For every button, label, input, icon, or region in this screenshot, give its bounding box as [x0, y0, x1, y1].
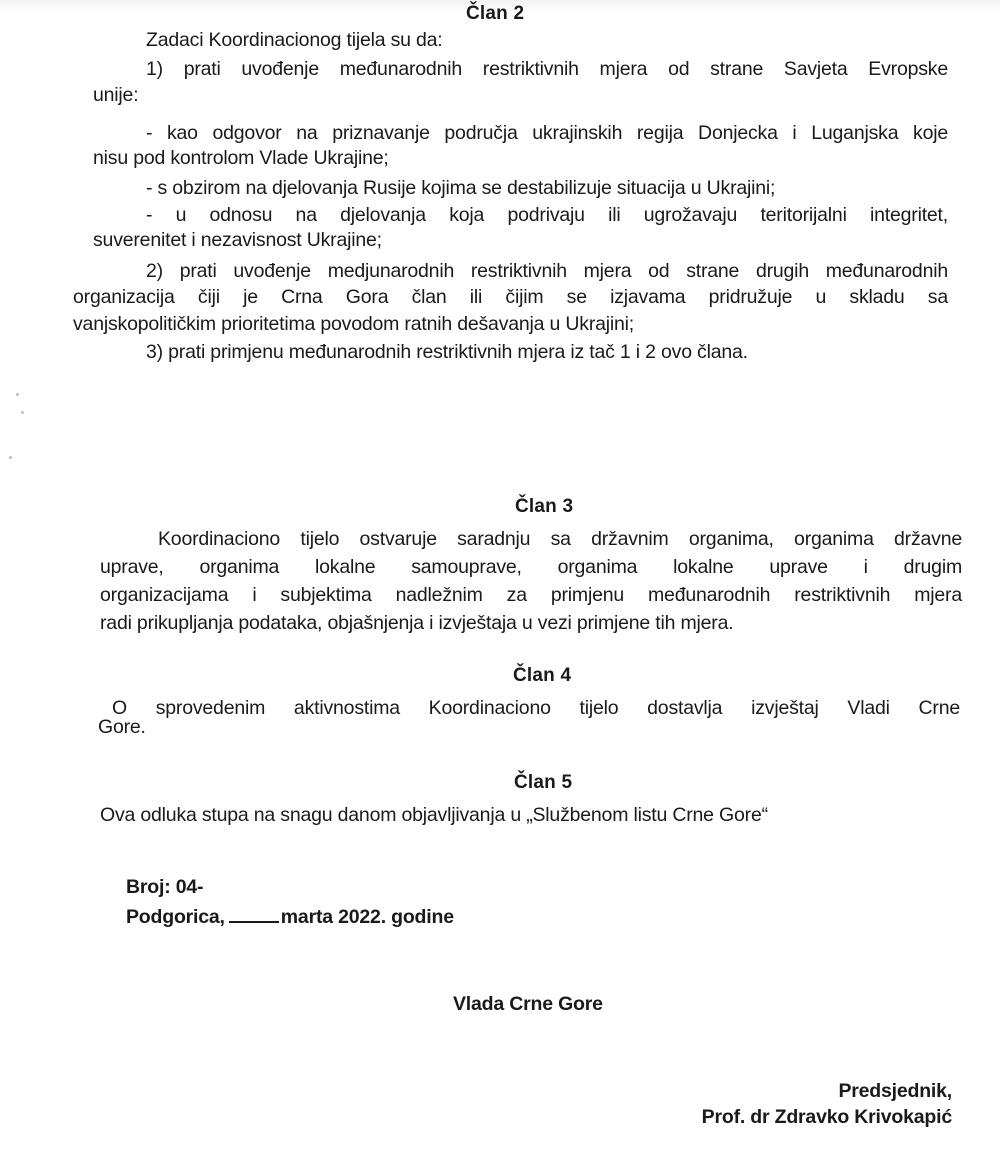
- date-blank-field: [229, 907, 279, 923]
- issuing-government: Vlada Crne Gore: [453, 993, 603, 1015]
- document-date: [126, 906, 454, 929]
- article-5-line-1: Ova odluka stupa na snagu danom objavljivanja u „Službenom listu Crne Gore“: [100, 804, 768, 826]
- article-2-heading: Član 2: [466, 3, 525, 24]
- article-5-heading: Član 5: [514, 772, 573, 793]
- article-2-item-3: 3) prati primjenu međunarodnih restriktivnih mjera iz tač 1 i 2 ovo člana.: [146, 341, 748, 363]
- article-2-item-2-cont: organizacija čiji je Crna Gora član ili čijim se izjavama pridružuje u skladu sa: [73, 286, 948, 308]
- article-4-line-2: Gore.: [98, 716, 146, 738]
- article-3-line-1: Koordinaciono tijelo ostvaruje saradnju sa državnim organima, organima državne: [158, 528, 962, 550]
- date-suffix: marta 2022. godine: [280, 906, 454, 928]
- article-3-heading: Član 3: [515, 496, 574, 517]
- signatory-name: Prof. dr Zdravko Krivokapić: [701, 1106, 952, 1128]
- article-2-sub-1: - kao odgovor na priznavanje područja ukrajinskih regija Donjecka i Luganjska koje: [146, 122, 948, 144]
- scan-artifact: [16, 393, 19, 396]
- article-4-heading: Član 4: [513, 665, 572, 686]
- article-2-sub-3: - u odnosu na djelovanja koja podrivaju ili ugrožavaju teritorijalni integritet,: [146, 204, 948, 226]
- article-2-item-1: 1) prati uvođenje međunarodnih restriktivnih mjera od strane Savjeta Evropske: [146, 58, 948, 80]
- article-2-sub-1-cont: nisu pod kontrolom Vlade Ukrajine;: [93, 147, 389, 169]
- article-2-item-2: 2) prati uvođenje medjunarodnih restriktivnih mjera od strane drugih međunarodnih: [146, 260, 948, 282]
- scan-artifact: [21, 411, 24, 414]
- scan-artifact: [9, 456, 12, 459]
- article-3-line-4: radi prikupljanja podataka, objašnjenja i izvještaja u vezi primjene tih mjera.: [100, 612, 734, 634]
- article-2-sub-2: - s obzirom na djelovanja Rusije kojima se destabilizuje situacija u Ukrajini;: [146, 177, 776, 199]
- date-place: Podgorica,: [126, 906, 225, 928]
- article-3-line-3: organizacijama i subjektima nadležnim za primjenu međunarodnih restriktivnih mjera: [100, 584, 962, 606]
- article-4-line-1: O sprovedenim aktivnostima Koordinaciono tijelo dostavlja izvještaj Vladi Crne: [112, 697, 960, 719]
- article-2-item-2-cont2: vanjskopolitičkim prioritetima povodom ratnih dešavanja u Ukrajini;: [73, 313, 635, 335]
- article-2-intro: Zadaci Koordinacionog tijela su da:: [146, 29, 443, 51]
- document-number: Broj: 04-: [126, 876, 204, 898]
- article-3-line-2: uprave, organima lokalne samouprave, organima lokalne uprave i drugim: [100, 556, 962, 578]
- article-2-sub-3-cont: suverenitet i nezavisnost Ukrajine;: [93, 229, 382, 251]
- article-2-item-1-cont: unije:: [93, 84, 139, 106]
- signatory-title: Predsjednik,: [838, 1080, 952, 1102]
